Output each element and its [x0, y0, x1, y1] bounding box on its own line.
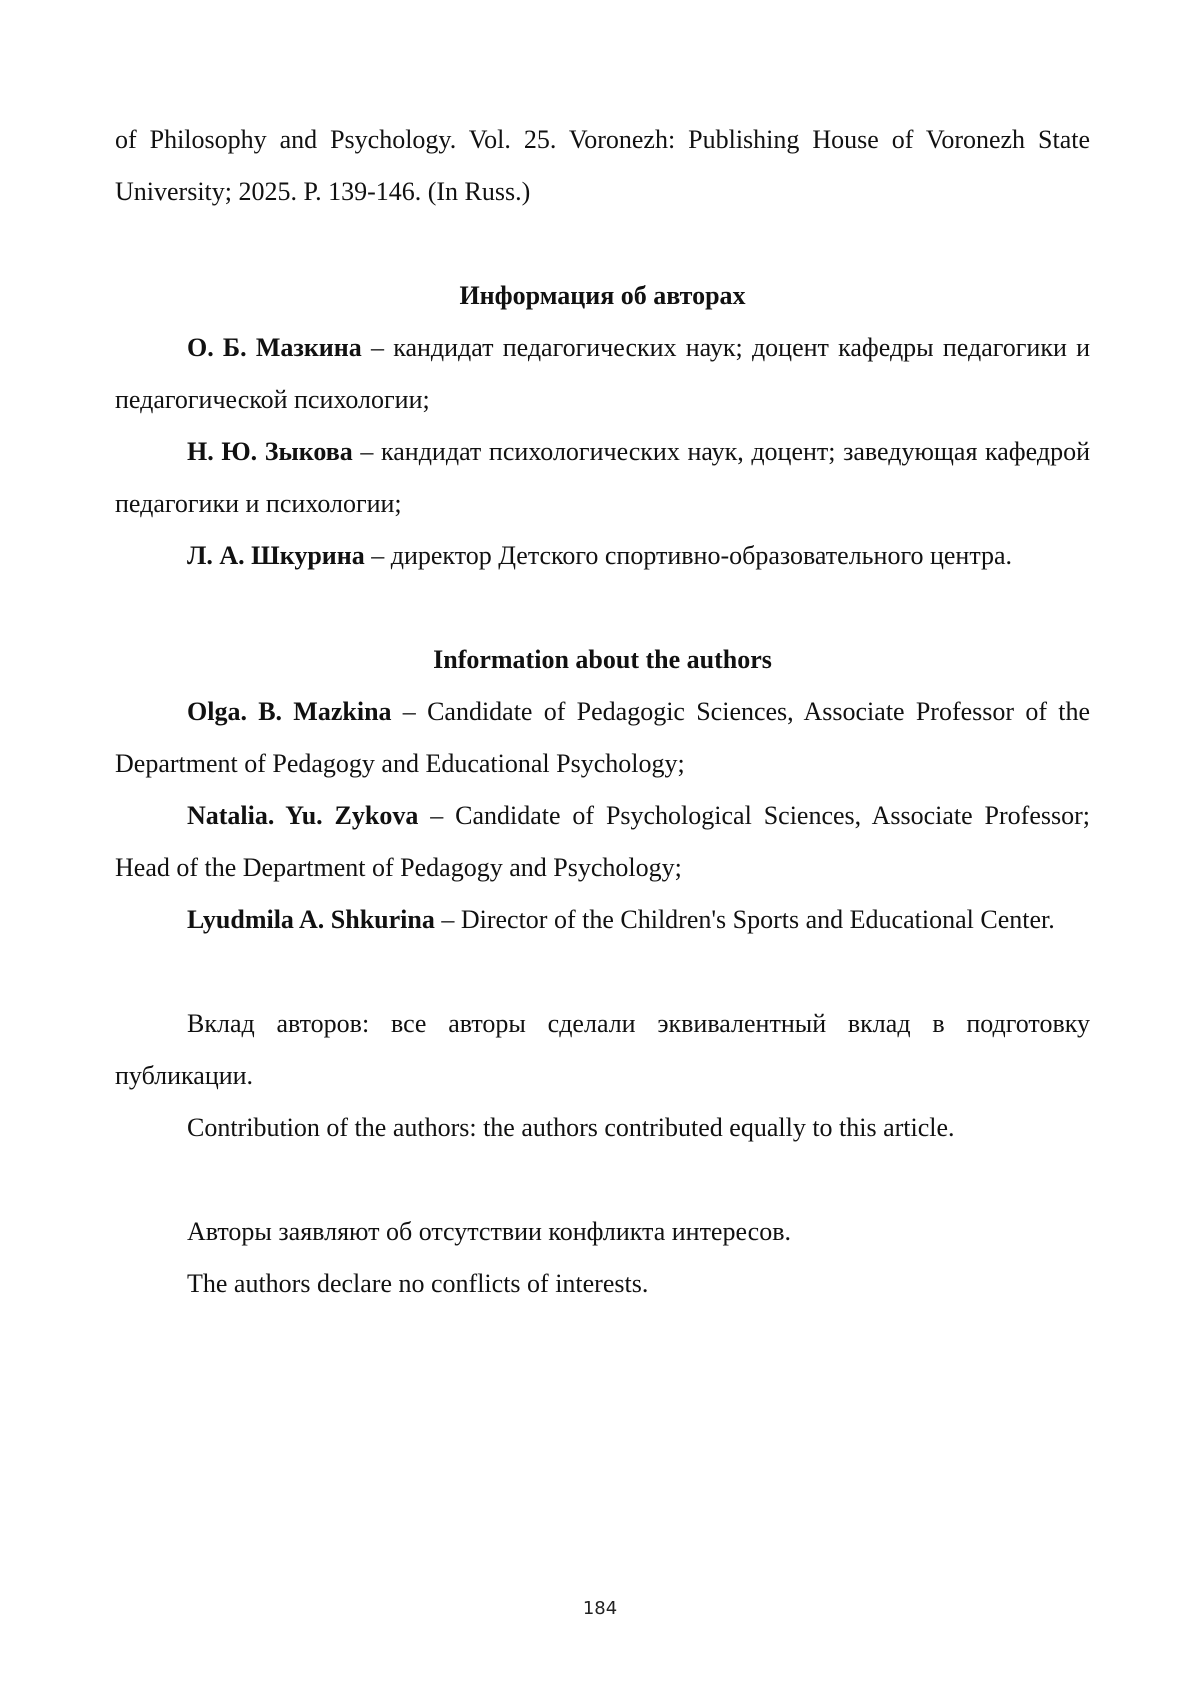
en-author-3-text: – Director of the Children's Sports and Educational Center.	[434, 905, 1055, 934]
ru-author-1	[115, 322, 1090, 426]
ru-author-3-name: Л. А. Шкурина	[187, 541, 365, 570]
en-authors-heading: Information about the authors	[433, 645, 772, 674]
conflicts-ru: Авторы заявляют об отсутствии конфликта интересов.	[187, 1217, 791, 1246]
en-author-1-text: – Candidate of Pedagogic Sciences, Associate Professor of the Department of Pedagogy and Educational Psychology;	[115, 697, 1090, 778]
ru-author-3-text: – директор Детского спортивно-образовательного центра.	[364, 541, 1013, 570]
section-gap	[115, 218, 1090, 270]
ru-author-2-name: Н. Ю. Зыкова	[187, 437, 353, 466]
en-author-2	[115, 790, 1090, 894]
contribution-en: Contribution of the authors: the authors contributed equally to this article.	[187, 1113, 955, 1142]
page-number: 184	[582, 1598, 618, 1619]
ru-author-1-name: О. Б. Мазкина	[187, 333, 362, 362]
en-author-3-name: Lyudmila A. Shkurina	[187, 905, 435, 934]
reference-continuation: of Philosophy and Psychology. Vol. 25. Voronezh: Publishing House of Voronezh State University; 2025. P. 139-146. (In Russ.)	[115, 125, 1090, 206]
conflicts-en: The authors declare no conflicts of interests.	[187, 1269, 649, 1298]
section-gap	[115, 1154, 1090, 1206]
ru-author-1-text: – кандидат педагогических наук; доцент кафедры педагогики и педагогической психологии;	[115, 333, 1091, 414]
en-author-2-name: Natalia. Yu. Zykova	[187, 801, 419, 830]
ru-author-3	[115, 530, 1090, 582]
ru-authors-heading: Информация об авторах	[459, 281, 746, 310]
ru-author-2	[115, 426, 1090, 530]
en-author-1-name: Olga. B. Mazkina	[187, 697, 392, 726]
en-author-1	[115, 686, 1090, 790]
ru-author-2-text: – кандидат психологических наук, доцент; заведующая кафедрой педагогики и психологии;	[115, 437, 1090, 518]
document-page	[115, 114, 1090, 1310]
en-author-3	[115, 894, 1090, 946]
section-gap	[115, 582, 1090, 634]
en-author-2-text: – Candidate of Psychological Sciences, Associate Professor; Head of the Department of Pedagogy and Psychology;	[115, 801, 1090, 882]
section-gap	[115, 946, 1090, 998]
contribution-ru: Вклад авторов: все авторы сделали эквивалентный вклад в подготовку публикации.	[115, 1009, 1090, 1090]
